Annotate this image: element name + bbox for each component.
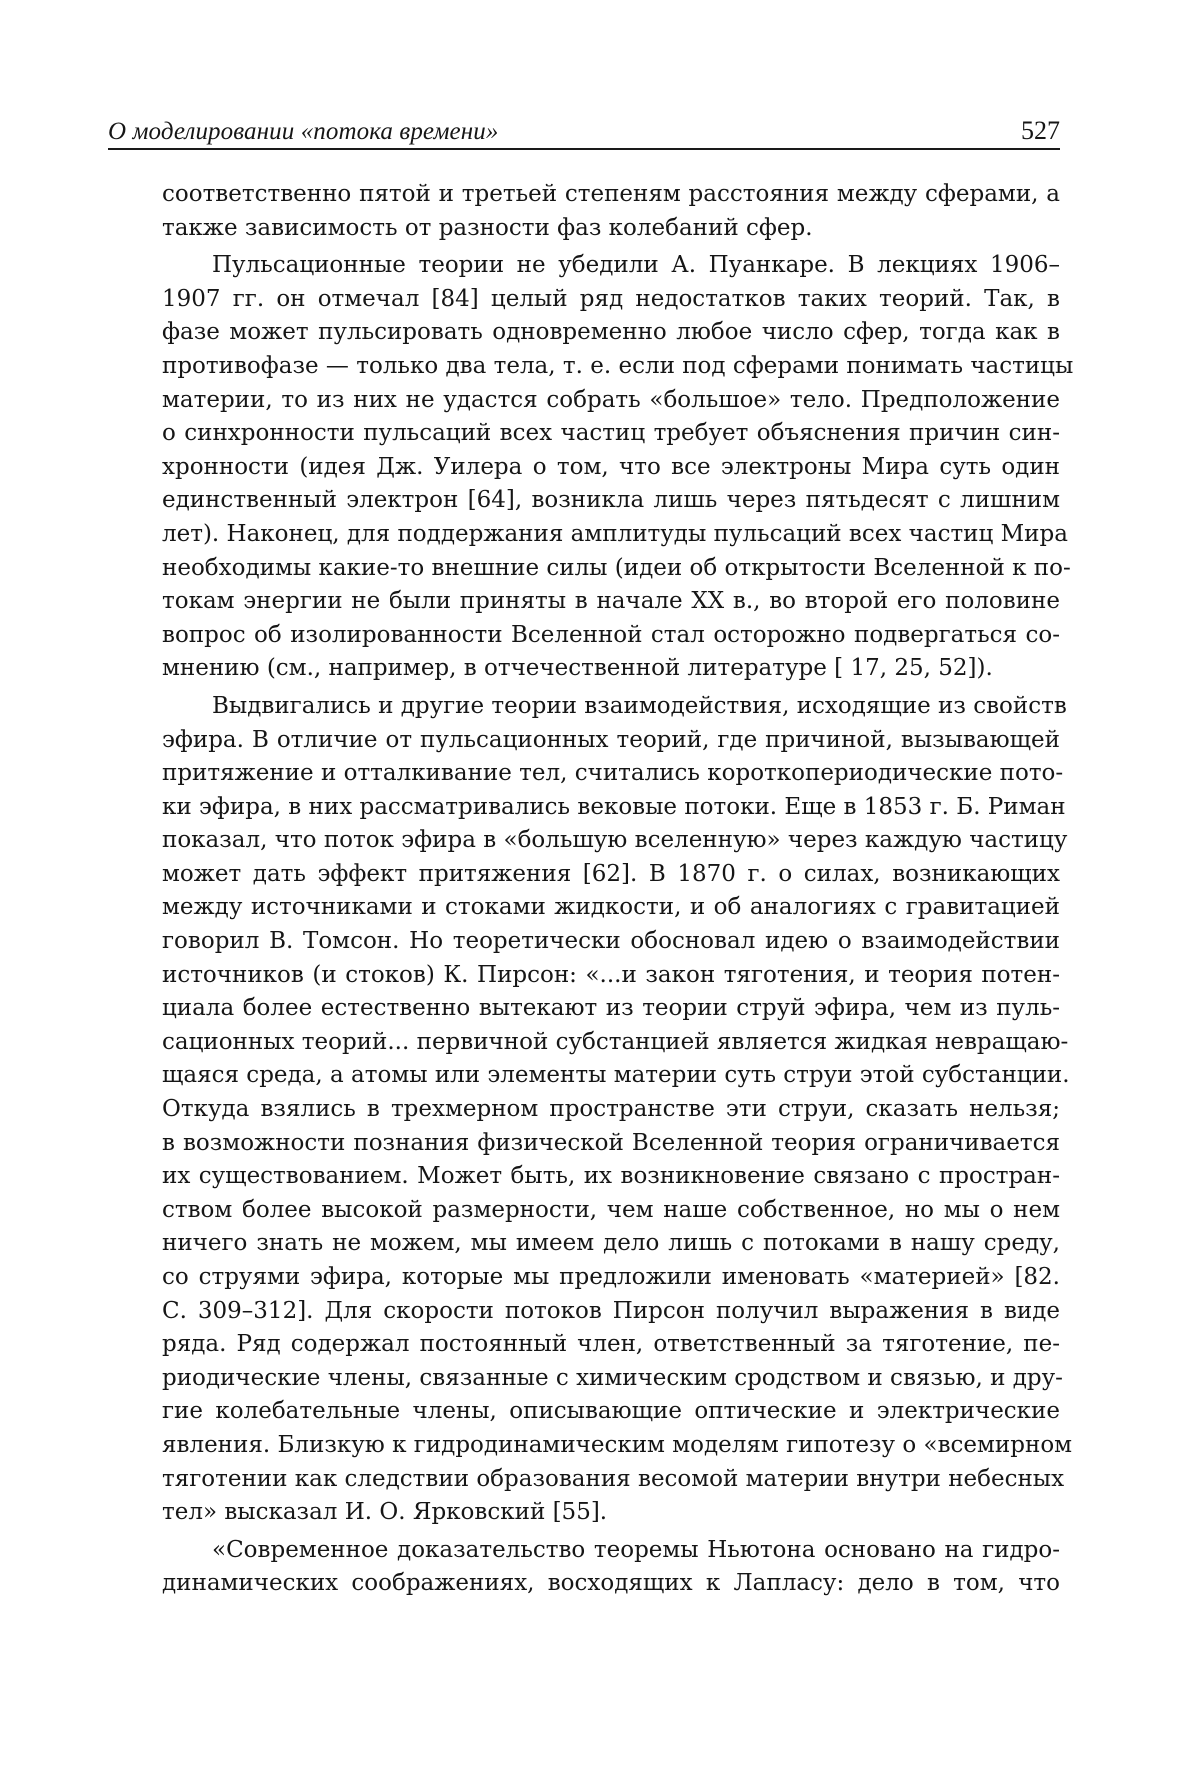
text-line: токам энергии не были приняты в начале XX в., во второй его половине xyxy=(162,588,1060,615)
body-text xyxy=(162,178,1074,1601)
text-line: лет). Наконец, для поддержания амплитуды пульсаций всех частиц Мира xyxy=(162,520,1068,547)
text-line: притяжение и отталкивание тел, считались короткопериодические пото- xyxy=(162,760,1064,787)
paragraph xyxy=(162,178,1060,245)
text-line: соответственно пятой и третьей степеням расстояния между сферами, а xyxy=(162,181,1060,207)
text-line: щаяся среда, а атомы или элементы материи суть струи этой субстанции. xyxy=(162,1062,1070,1089)
running-title: О моделировании «потока времени» xyxy=(108,118,499,145)
paragraph xyxy=(162,1534,1060,1601)
text-line: ряда. Ряд содержал постоянный член, ответственный за тяготение, пе- xyxy=(162,1331,1060,1358)
paragraph xyxy=(162,690,1073,1530)
text-line: в возможности познания физической Вселенной теория ограничивается xyxy=(162,1129,1060,1156)
text-line: Откуда взялись в трехмерном пространстве эти струи, сказать нельзя; xyxy=(162,1096,1060,1123)
text-line: фазе может пульсировать одновременно любое число сфер, тогда как в xyxy=(162,319,1060,346)
text-line: «Современное доказательство теоремы Ньютона основано на гидро- xyxy=(212,1536,1060,1563)
book-page xyxy=(108,108,1074,1597)
text-line: источников (и стоков) К. Пирсон: «...и закон тяготения, и теория потен- xyxy=(162,961,1060,988)
text-line: также зависимость от разности фаз колебаний сфер. xyxy=(162,214,813,241)
text-line: тяготении как следствии образования весомой материи внутри небесных xyxy=(162,1465,1065,1492)
text-line: гие колебательные члены, описывающие оптические и электрические xyxy=(162,1398,1060,1425)
text-line: 1907 гг. он отмечал [84] целый ряд недостатков таких теорий. Так, в xyxy=(162,285,1060,312)
text-line: материи, то из них не удастся собрать «большое» тело. Предположение xyxy=(162,386,1060,413)
text-line: необходимы какие-то внешние силы (идеи об открытости Вселенной к по- xyxy=(162,554,1071,581)
text-line: показал, что поток эфира в «большую вселенную» через каждую частицу xyxy=(162,827,1068,854)
text-line: их существованием. Может быть, их возникновение связано с простран- xyxy=(162,1163,1060,1190)
text-line: тел» высказал И. О. Ярковский [55]. xyxy=(162,1499,608,1526)
text-line: риодические члены, связанные с химическим сродством и связью, и дру- xyxy=(162,1364,1063,1391)
text-line: эфира. В отличие от пульсационных теорий, где причиной, вызывающей xyxy=(162,726,1060,753)
text-line: о синхронности пульсаций всех частиц требует объяснения причин син- xyxy=(162,420,1060,447)
paragraph xyxy=(162,249,1074,686)
text-line: единственный электрон [64], возникла лишь через пятьдесят с лишним xyxy=(162,487,1060,514)
running-head xyxy=(108,108,1060,150)
text-line: циала более естественно вытекают из теории струй эфира, чем из пуль- xyxy=(162,995,1060,1022)
text-line: хронности (идея Дж. Уилера о том, что все электроны Мира суть один xyxy=(162,453,1060,480)
text-line: говорил В. Томсон. Но теоретически обосновал идею о взаимодействии xyxy=(162,928,1060,955)
text-line: мнению (см., например, в отчечественной литературе [ 17, 25, 52]). xyxy=(162,655,993,682)
text-line: сационных теорий... первичной субстанцией является жидкая невращаю- xyxy=(162,1028,1069,1055)
text-line: Выдвигались и другие теории взаимодействия, исходящие из свойств xyxy=(212,692,1067,719)
text-line: ством более высокой размерности, чем наше собственное, но мы о нем xyxy=(162,1196,1060,1223)
text-line: С. 309–312]. Для скорости потоков Пирсон получил выражения в виде xyxy=(162,1297,1060,1324)
text-line: явления. Близкую к гидродинамическим моделям гипотезу о «всемирном xyxy=(162,1431,1073,1458)
text-line: может дать эффект притяжения [62]. В 1870 г. о силах, возникающих xyxy=(162,860,1060,887)
text-line: динамических соображениях, восходящих к Лапласу: дело в том, что xyxy=(162,1570,1060,1597)
text-line: вопрос об изолированности Вселенной стал осторожно подвергаться со- xyxy=(162,621,1060,648)
text-line: со струями эфира, которые мы предложили именовать «материей» [82. xyxy=(162,1264,1060,1290)
text-line: ничего знать не можем, мы имеем дело лишь с потоками в нашу среду, xyxy=(162,1230,1060,1257)
text-line: противофазе — только два тела, т. е. если под сферами понимать частицы xyxy=(162,352,1074,379)
page-number: 527 xyxy=(1021,116,1060,145)
text-line: ки эфира, в них рассматривались вековые потоки. Еще в 1853 г. Б. Риман xyxy=(162,793,1066,820)
text-line: между источниками и стоками жидкости, и об аналогиях с гравитацией xyxy=(162,894,1060,921)
text-line: Пульсационные теории не убедили А. Пуанкаре. В лекциях 1906– xyxy=(212,252,1060,279)
